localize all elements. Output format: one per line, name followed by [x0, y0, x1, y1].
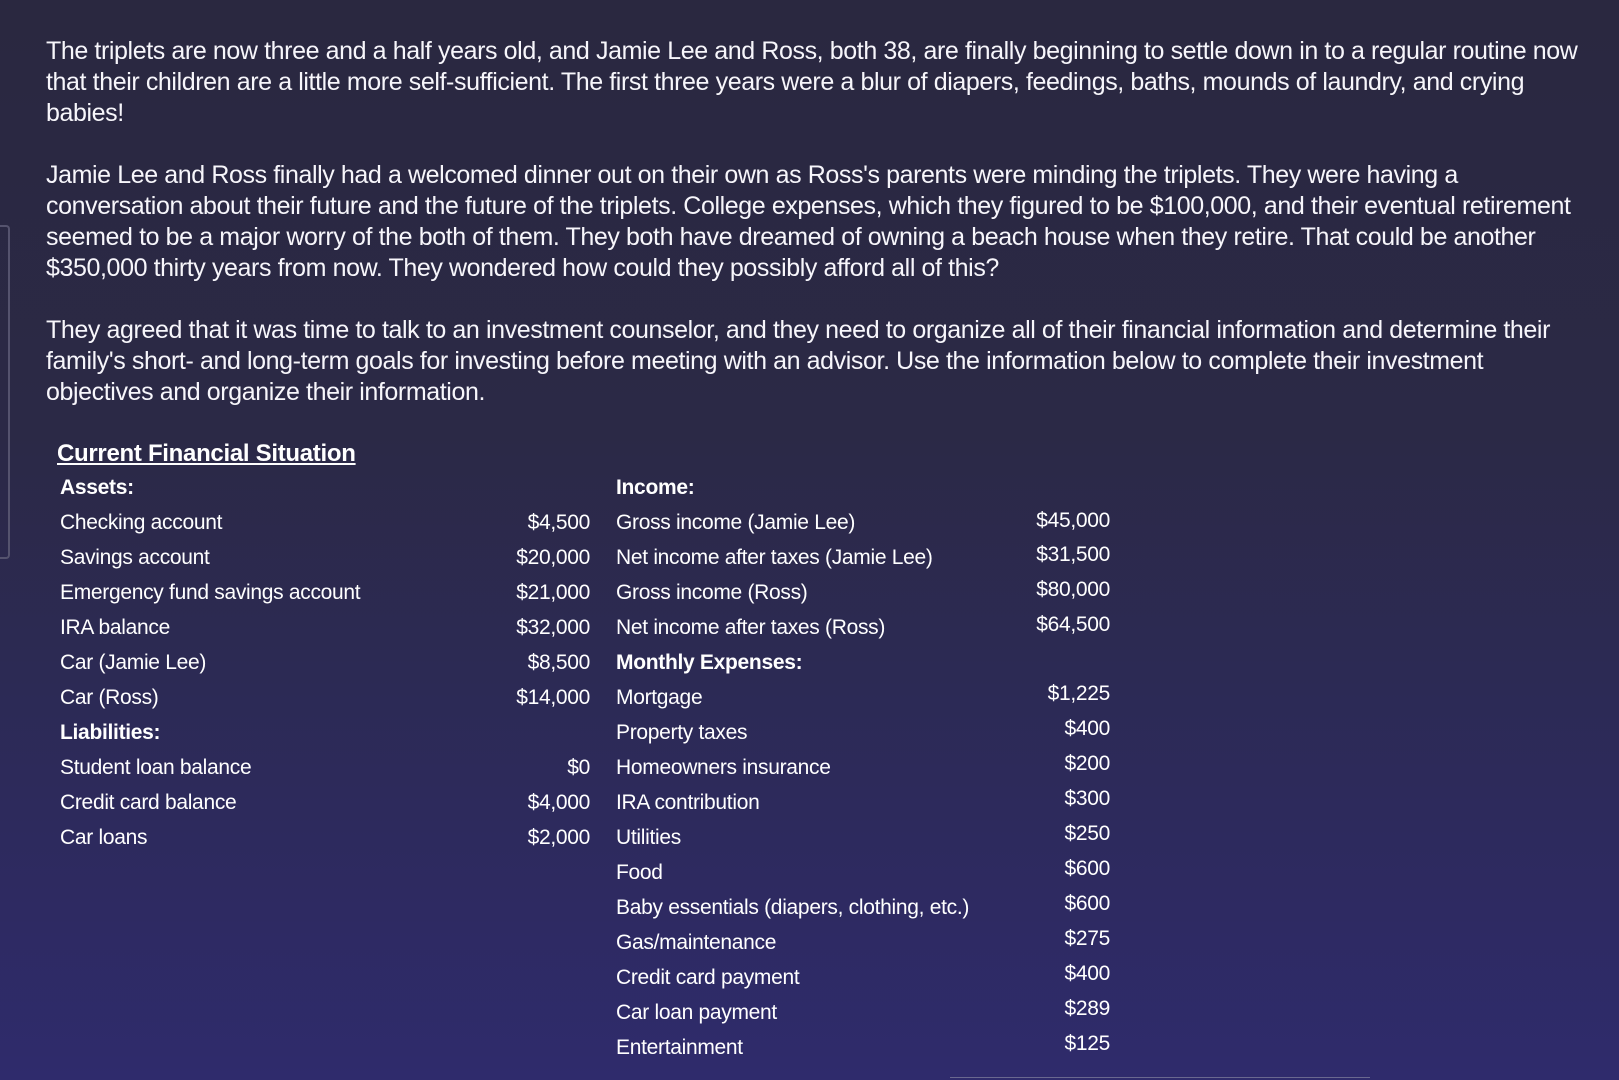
asset-value: $4,500 — [527, 511, 590, 534]
divider-line — [950, 1077, 1370, 1078]
asset-label: Checking account — [60, 511, 223, 534]
paragraph-intro: The triplets are now three and a half years old, and Jamie Lee and Ross, both 38, are finally beginning to settle down in to a regular routine now that their children are a little more self-sufficient. The first three years were a blur of diapers, feedings, baths, mounds of laundry, and crying babies! — [46, 37, 1578, 127]
income-value: $31,500 — [1036, 543, 1110, 566]
liability-label: Credit card balance — [60, 791, 237, 814]
assets-header: Assets: — [60, 476, 134, 499]
expense-value: $600 — [1064, 892, 1110, 915]
asset-label: Savings account — [60, 546, 210, 569]
expense-value: $200 — [1064, 752, 1110, 775]
expense-value: $250 — [1064, 822, 1110, 845]
paragraph-instructions: They agreed that it was time to talk to an investment counselor, and they need to organize all of their financial information and determine their family's short- and long-term goals for investing before meeting with an advisor. Use the information below to complete their investment objectives and organize their information. — [46, 316, 1551, 406]
income-label: Net income after taxes (Jamie Lee) — [616, 546, 933, 569]
section-title: Current Financial Situation — [57, 440, 356, 467]
income-header: Income: — [616, 476, 695, 499]
monitor-bezel-edge — [0, 225, 10, 559]
asset-value: $14,000 — [516, 686, 590, 709]
liability-value: $0 — [567, 756, 590, 779]
expense-label: Car loan payment — [616, 1001, 777, 1024]
expense-label: Baby essentials (diapers, clothing, etc.) — [616, 896, 970, 919]
asset-value: $20,000 — [516, 546, 590, 569]
expense-label: Food — [616, 861, 663, 884]
asset-label: Emergency fund savings account — [60, 581, 361, 604]
expense-label: Mortgage — [616, 686, 703, 709]
asset-value: $8,500 — [527, 651, 590, 674]
expense-value: $125 — [1064, 1032, 1110, 1055]
expense-label: Homeowners insurance — [616, 756, 831, 779]
expense-value: $400 — [1064, 962, 1110, 985]
income-label: Net income after taxes (Ross) — [616, 616, 886, 639]
liability-label: Student loan balance — [60, 756, 252, 779]
expense-value: $1,225 — [1047, 682, 1110, 705]
expense-label: Gas/maintenance — [616, 931, 777, 954]
asset-label: IRA balance — [60, 616, 170, 639]
problem-text — [46, 36, 1596, 439]
expense-label: Credit card payment — [616, 966, 800, 989]
asset-value: $32,000 — [516, 616, 590, 639]
liabilities-header: Liabilities: — [60, 721, 161, 744]
expense-value: $300 — [1064, 787, 1110, 810]
expense-value: $289 — [1064, 997, 1110, 1020]
liability-label: Car loans — [60, 826, 148, 849]
expense-value: $275 — [1064, 927, 1110, 950]
liability-value: $2,000 — [527, 826, 590, 849]
income-value: $64,500 — [1036, 613, 1110, 636]
expense-label: IRA contribution — [616, 791, 760, 814]
expense-label: Property taxes — [616, 721, 748, 744]
income-label: Gross income (Ross) — [616, 581, 808, 604]
expense-label: Utilities — [616, 826, 681, 849]
expense-value: $600 — [1064, 857, 1110, 880]
expense-value: $400 — [1064, 717, 1110, 740]
income-value: $80,000 — [1036, 578, 1110, 601]
paragraph-goals: Jamie Lee and Ross finally had a welcomed dinner out on their own as Ross's parents were minding the triplets. They were having a conversation about their future and the future of the triplets. College expenses, which they figured to be $100,000, and their eventual retirement seemed to be a major worry of the both of them. They both have dreamed of owning a beach house when they retire. That could be another $350,000 thirty years from now. They wondered how could they possibly afford all of this? — [46, 161, 1571, 282]
liability-value: $4,000 — [527, 791, 590, 814]
asset-label: Car (Jamie Lee) — [60, 651, 207, 674]
expenses-header: Monthly Expenses: — [616, 651, 803, 674]
asset-label: Car (Ross) — [60, 686, 159, 709]
expense-label: Entertainment — [616, 1036, 743, 1059]
income-label: Gross income (Jamie Lee) — [616, 511, 856, 534]
income-value: $45,000 — [1036, 509, 1110, 532]
asset-value: $21,000 — [516, 581, 590, 604]
